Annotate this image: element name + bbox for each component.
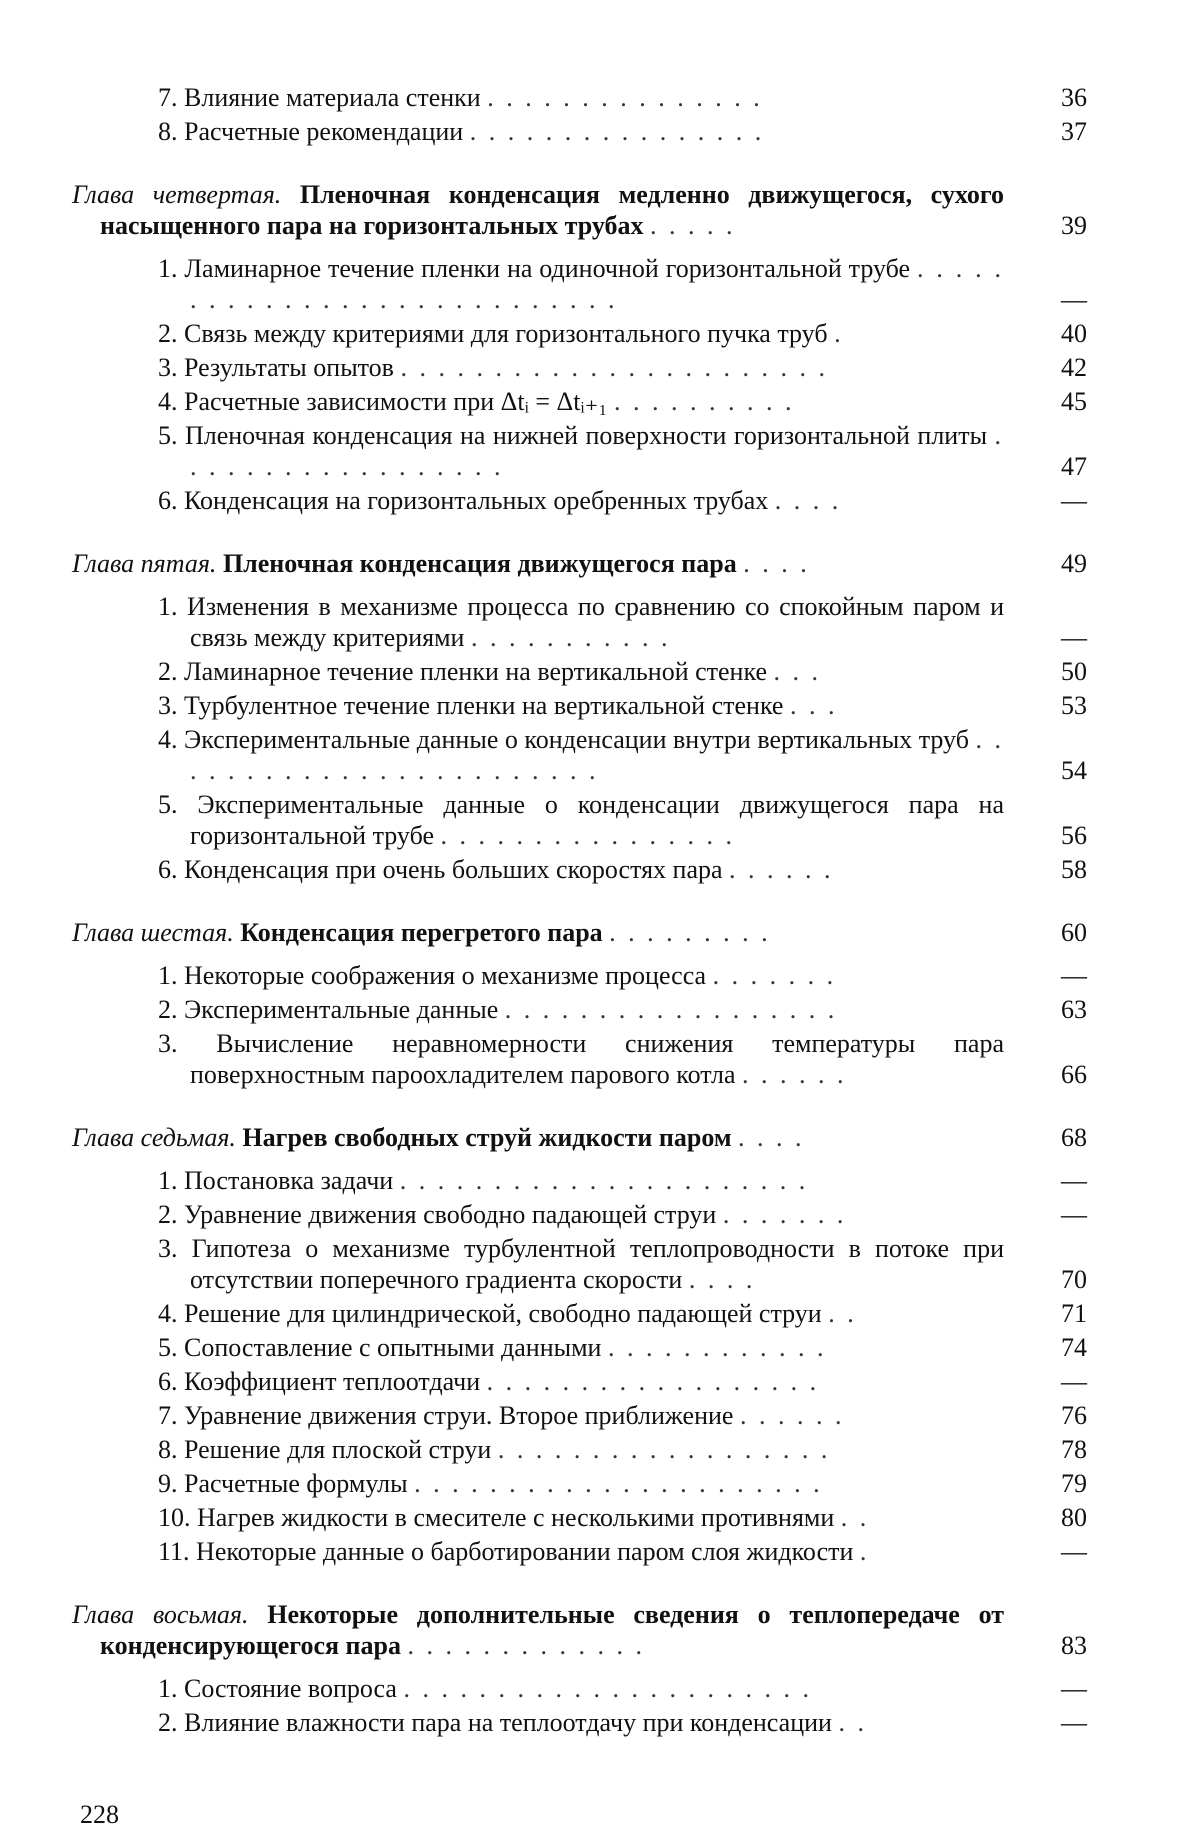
dot-leader: . . . . xyxy=(743,549,810,578)
dot-leader: . . . . . . . . . . . . . xyxy=(407,1631,645,1660)
item-title: Влияние влажности пара на теплоотдачу при конденсации xyxy=(184,1708,832,1737)
toc-item xyxy=(72,1165,1114,1196)
page-ref: 39 xyxy=(1061,211,1087,240)
item-number: 7. xyxy=(158,83,178,112)
page-ref: — xyxy=(1061,1708,1087,1737)
page-ref: 50 xyxy=(1061,657,1087,686)
page-ref: 76 xyxy=(1061,1401,1087,1430)
item-title: Конденсация при очень больших скоростях пара xyxy=(184,855,723,884)
page-ref: 56 xyxy=(1061,821,1087,850)
item-title: Постановка задачи xyxy=(184,1166,394,1195)
item-title: Решение для цилиндрической, свободно падающей струи xyxy=(184,1299,822,1328)
item-number: 11. xyxy=(158,1537,190,1566)
chapter-title: Некоторые дополнительные сведения о теплопередаче от конденсирующегося пара xyxy=(100,1600,1005,1660)
item-title: Коэффициент теплоотдачи xyxy=(184,1367,481,1396)
dot-leader: . . xyxy=(840,1503,870,1532)
toc-item xyxy=(72,1400,1114,1431)
chapter-title: Нагрев свободных струй жидкости паром xyxy=(242,1123,732,1152)
item-title: Связь между критериями для горизонтального пучка труб xyxy=(184,319,828,348)
toc-item xyxy=(72,690,1114,721)
toc-item xyxy=(72,1298,1114,1329)
toc-item xyxy=(72,318,1114,349)
page-ref: 49 xyxy=(1061,549,1087,578)
item-title: Турбулентное течение пленки на вертикальной стенке xyxy=(184,691,784,720)
page-ref: 83 xyxy=(1061,1631,1087,1660)
toc-item xyxy=(72,1502,1114,1533)
page-ref: 78 xyxy=(1061,1435,1087,1464)
dot-leader: . . . . xyxy=(738,1123,805,1152)
toc-item xyxy=(72,1536,1114,1567)
page-ref: 70 xyxy=(1061,1265,1087,1294)
dot-leader: . . . . . . xyxy=(739,1401,845,1430)
page-ref: 80 xyxy=(1061,1503,1087,1532)
item-number: 4. xyxy=(158,387,178,416)
item-number: 6. xyxy=(158,855,178,884)
dot-leader: . . . . . . . . . xyxy=(609,918,771,947)
item-number: 3. xyxy=(158,1234,178,1263)
dot-leader: . . . xyxy=(773,657,821,686)
item-title: Расчетные формулы xyxy=(184,1469,408,1498)
toc-item xyxy=(72,1468,1114,1499)
item-title: Изменения в механизме процесса по сравнению со спокойным паром и связь между критериями xyxy=(187,592,1004,652)
item-number: 5. xyxy=(158,790,178,819)
dot-leader: . . xyxy=(838,1708,867,1737)
item-number: 1. xyxy=(158,592,178,621)
item-title: Уравнение движения струи. Второе приближение xyxy=(184,1401,734,1430)
toc-item xyxy=(72,1366,1114,1397)
toc-list xyxy=(72,82,1114,1738)
item-number: 4. xyxy=(158,1299,178,1328)
item-number: 3. xyxy=(158,353,178,382)
page-ref: 36 xyxy=(1061,83,1087,112)
dot-leader: . . . . . . . xyxy=(712,961,837,990)
dot-leader: . . . . . . . . . . . . . . . . . . xyxy=(504,995,838,1024)
item-number: 9. xyxy=(158,1469,178,1498)
dot-leader: . xyxy=(834,319,844,348)
item-number: 2. xyxy=(158,1708,178,1737)
item-title: Экспериментальные данные о конденсации движущегося пара на горизонтальной трубе xyxy=(190,790,1004,850)
dot-leader: . xyxy=(859,1537,870,1566)
item-number: 5. xyxy=(158,1333,178,1362)
toc-item xyxy=(72,789,1114,851)
chapter-heading xyxy=(72,179,1114,241)
chapter-heading xyxy=(72,917,1114,948)
chapter-title: Пленочная конденсация движущегося пара xyxy=(222,549,737,578)
item-title: Гипотеза о механизме турбулентной теплопроводности в потоке при отсутствии поперечного градиента скорости xyxy=(190,1234,1004,1294)
item-number: 4. xyxy=(158,725,178,754)
toc-item xyxy=(72,1673,1114,1704)
item-title: Пленочная конденсация на нижней поверхности горизонтальной плиты xyxy=(184,421,988,450)
page-ref: 45 xyxy=(1061,387,1087,416)
item-number: 8. xyxy=(158,117,178,146)
dot-leader: . . . . . . xyxy=(741,1060,847,1089)
toc-item xyxy=(72,352,1114,383)
item-number: 2. xyxy=(158,995,178,1024)
table-of-contents xyxy=(72,82,1114,1738)
item-number: 10. xyxy=(158,1503,191,1532)
item-number: 3. xyxy=(158,1029,178,1058)
item-number: 6. xyxy=(158,1367,178,1396)
dot-leader: . . . . . . . . . . xyxy=(613,387,795,416)
item-number: 2. xyxy=(158,1200,178,1229)
dot-leader: . . . . xyxy=(688,1265,756,1294)
page-ref: 60 xyxy=(1061,918,1087,947)
page-ref: — xyxy=(1061,1200,1087,1229)
dot-leader: . . . . . . xyxy=(729,855,834,884)
item-title: Результаты опытов xyxy=(184,353,394,382)
item-title: Ламинарное течение пленки на одиночной горизонтальной трубе xyxy=(184,254,911,283)
toc-item xyxy=(72,386,1114,417)
toc-item xyxy=(72,1332,1114,1363)
page-ref: 42 xyxy=(1061,353,1087,382)
dot-leader: . . . . . . . . . . . . . . . . . . xyxy=(486,1367,820,1396)
item-number: 1. xyxy=(158,1674,178,1703)
item-title: Вычисление неравномерности снижения температуры пара поверхностным пароохладителем парового котла xyxy=(190,1029,1004,1089)
item-number: 6. xyxy=(158,486,178,515)
toc-item xyxy=(72,82,1114,113)
page-ref: — xyxy=(1061,285,1087,314)
item-title: Некоторые соображения о механизме процесса xyxy=(184,961,707,990)
toc-item xyxy=(72,253,1114,315)
item-title: Решение для плоской струи xyxy=(184,1435,492,1464)
toc-item xyxy=(72,1028,1114,1090)
chapter-title: Конденсация перегретого пара xyxy=(240,918,603,947)
toc-item xyxy=(72,960,1114,991)
chapter-heading xyxy=(72,548,1114,579)
dot-leader: . . . . . . . . . . . . . . . . . . . . . . xyxy=(403,1674,812,1703)
item-number: 2. xyxy=(158,657,178,686)
dot-leader: . . . . . . . . . . . . . . . . . . . . . . . xyxy=(400,353,828,382)
item-title: Экспериментальные данные о конденсации внутри вертикальных труб xyxy=(184,725,969,754)
item-number: 7. xyxy=(158,1401,178,1430)
item-number: 3. xyxy=(158,691,178,720)
page-ref: 74 xyxy=(1061,1333,1087,1362)
dot-leader: . . . . . . . . . . . . xyxy=(607,1333,827,1362)
page-ref: — xyxy=(1061,1674,1087,1703)
dot-leader: . . . . . xyxy=(650,211,736,240)
item-title: Некоторые данные о барботировании паром слоя жидкости xyxy=(196,1537,854,1566)
page-ref: 54 xyxy=(1061,756,1087,785)
toc-item xyxy=(72,656,1114,687)
dot-leader: . . . . . . . . . . . xyxy=(470,623,671,652)
page-ref: 63 xyxy=(1061,995,1087,1024)
chapter-label: Глава четвертая. xyxy=(72,180,282,209)
page-ref: 71 xyxy=(1061,1299,1087,1328)
item-title: Ламинарное течение пленки на вертикальной стенке xyxy=(184,657,767,686)
toc-item xyxy=(72,1199,1114,1230)
item-title: Конденсация на горизонтальных оребренных трубах xyxy=(184,486,769,515)
page-number: 228 xyxy=(80,1800,119,1829)
page-ref: 66 xyxy=(1061,1060,1087,1089)
page-ref: 40 xyxy=(1061,319,1087,348)
toc-item xyxy=(72,994,1114,1025)
page-ref: — xyxy=(1061,486,1087,515)
chapter-heading xyxy=(72,1599,1114,1661)
page-ref: 47 xyxy=(1061,452,1087,481)
dot-leader: . . . xyxy=(789,691,838,720)
dot-leader: . . . . . . . . . . . . . . . . . . . . . . . . . . . . xyxy=(190,254,1005,314)
toc-item xyxy=(72,1434,1114,1465)
page-ref: — xyxy=(1061,961,1087,990)
toc-item xyxy=(72,1233,1114,1295)
dot-leader: . . . . . . . . . . . . . . . . xyxy=(469,117,765,146)
toc-item xyxy=(72,116,1114,147)
page-ref: 68 xyxy=(1061,1123,1087,1152)
dot-leader: . . . . . . . . . . . . . . . . . . . . . . xyxy=(399,1166,809,1195)
dot-leader: . . . . . . . . . . . . . . . . . . xyxy=(497,1435,831,1464)
toc-item xyxy=(72,1707,1114,1738)
dot-leader: . . . . . . . . . . . . . . . . xyxy=(440,821,735,850)
item-title: Состояние вопроса xyxy=(184,1674,397,1703)
toc-item xyxy=(72,591,1114,653)
page-ref: 79 xyxy=(1061,1469,1087,1498)
dot-leader: . . . . xyxy=(774,486,842,515)
chapter-title: Пленочная конденсация медленно движущегося, сухого насыщенного пара на горизонтальных трубах xyxy=(100,180,1005,240)
chapter-label: Глава шестая. xyxy=(72,918,234,947)
item-title: Сопоставление с опытными данными xyxy=(184,1333,602,1362)
page-ref: — xyxy=(1061,1367,1087,1396)
page-ref: 37 xyxy=(1061,117,1087,146)
page-ref: — xyxy=(1061,1166,1087,1195)
item-title: Экспериментальные данные xyxy=(184,995,499,1024)
item-number: 1. xyxy=(158,961,178,990)
item-number: 1. xyxy=(158,1166,178,1195)
page-ref: — xyxy=(1061,623,1087,652)
dot-leader: . . . . . . . . . . . . . . . . . . . . . . . . xyxy=(190,725,1005,785)
chapter-label: Глава седьмая. xyxy=(72,1123,236,1152)
item-title: Влияние материала стенки xyxy=(184,83,481,112)
item-number: 2. xyxy=(158,319,178,348)
item-title: Нагрев жидкости в смесителе с несколькими противнями xyxy=(197,1503,835,1532)
page-ref: 58 xyxy=(1061,855,1087,884)
page-ref: 53 xyxy=(1061,691,1087,720)
toc-item xyxy=(72,485,1114,516)
item-number: 1. xyxy=(158,254,178,283)
dot-leader: . . . . . . . . . . . . . . . . . . . . . . xyxy=(414,1469,823,1498)
item-title: Уравнение движения свободно падающей струи xyxy=(184,1200,717,1229)
item-number: 5. xyxy=(158,421,178,450)
dot-leader: . . . . . . . . . . . . . . . . . . xyxy=(190,421,1005,481)
toc-item xyxy=(72,724,1114,786)
item-title: Расчетные зависимости при Δtᵢ = Δtᵢ₊₁ xyxy=(184,387,608,416)
toc-item xyxy=(72,420,1114,482)
chapter-label: Глава восьмая. xyxy=(72,1600,249,1629)
chapter-label: Глава пятая. xyxy=(72,549,217,578)
dot-leader: . . . . . . . . . . . . . . . xyxy=(487,83,763,112)
chapter-heading xyxy=(72,1122,1114,1153)
item-title: Расчетные рекомендации xyxy=(184,117,464,146)
dot-leader: . . xyxy=(828,1299,857,1328)
dot-leader: . . . . . . . xyxy=(722,1200,847,1229)
toc-item xyxy=(72,854,1114,885)
item-number: 8. xyxy=(158,1435,178,1464)
page-ref: — xyxy=(1061,1537,1087,1566)
